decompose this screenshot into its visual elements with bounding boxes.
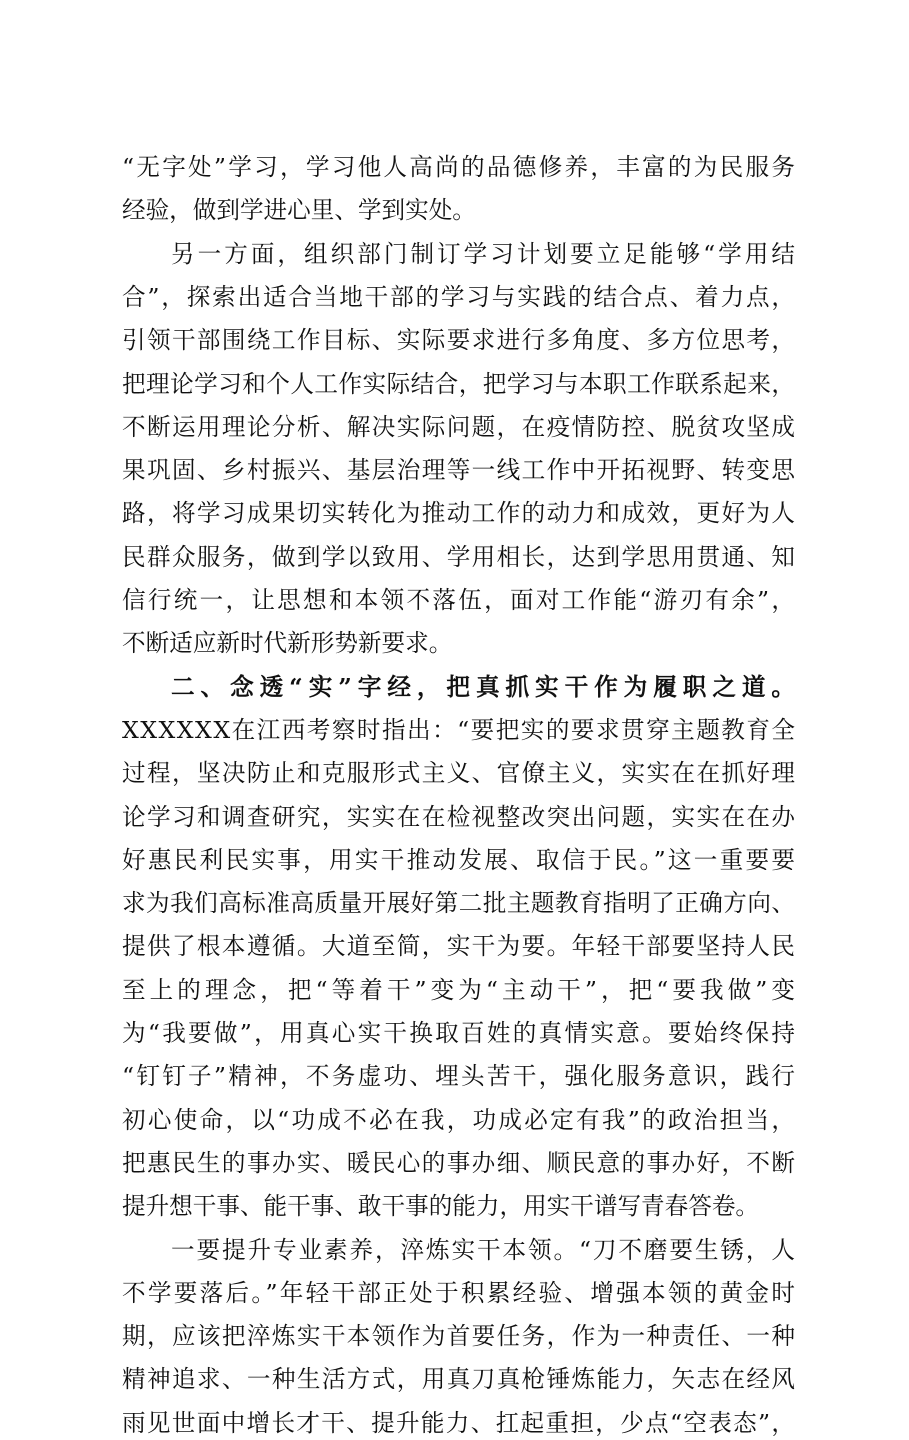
text-line bbox=[0, 1276, 909, 1310]
line-text: 过程，坚决防止和克服形式主义、官僚主义，实实在在抓好理 bbox=[122, 759, 797, 787]
text-line bbox=[0, 496, 909, 530]
line-text: 把理论学习和个人工作实际结合，把学习与本职工作联系起来， bbox=[122, 370, 796, 398]
line-text: 合”，探索出适合当地干部的学习与实践的结合点、着力点， bbox=[122, 283, 797, 311]
text-line bbox=[0, 1362, 909, 1396]
line-text: 不断适应新时代新形势新要求。 bbox=[122, 629, 453, 657]
text-line bbox=[0, 1319, 909, 1353]
line-text: 果巩固、乡村振兴、基层治理等一线工作中开拓视野、转变思 bbox=[122, 456, 797, 484]
line-text: 另一方面，组织部门制订学习计划要立足能够“学用结 bbox=[171, 240, 799, 268]
text-line bbox=[0, 1103, 909, 1137]
line-text: 不学要落后。”年轻干部正处于积累经验、增强本领的黄金时 bbox=[122, 1279, 798, 1307]
text-line bbox=[0, 237, 909, 271]
line-text: 论学习和调查研究，实实在在检视整改突出问题，实实在在办 bbox=[122, 803, 797, 831]
text-line bbox=[0, 626, 909, 660]
text-line bbox=[0, 973, 909, 1007]
line-text: 信行统一，让思想和本领不落伍，面对工作能“游刃有余”， bbox=[122, 586, 798, 614]
line-text: 路，将学习成果切实转化为推动工作的动力和成效，更好为人 bbox=[122, 499, 797, 527]
text-line bbox=[0, 1233, 909, 1267]
text-line bbox=[0, 193, 909, 227]
text-line bbox=[0, 886, 909, 920]
text-line bbox=[0, 843, 909, 877]
text-line bbox=[0, 367, 909, 401]
text-line bbox=[0, 410, 909, 444]
text-line bbox=[0, 150, 909, 184]
text-line bbox=[0, 756, 909, 790]
text-line bbox=[0, 929, 909, 963]
text-line bbox=[0, 1016, 909, 1050]
text-line bbox=[0, 280, 909, 314]
line-text: 民群众服务，做到学以致用、学用相长，达到学思用贯通、知 bbox=[122, 543, 797, 571]
text-line bbox=[0, 1059, 909, 1093]
line-text: 提升想干事、能干事、敢干事的能力，用实干谱写青春答卷。 bbox=[122, 1192, 760, 1220]
text-line bbox=[0, 800, 909, 834]
line-text: 不断运用理论分析、解决实际问题，在疫情防控、脱贫攻坚成 bbox=[122, 413, 797, 441]
text-line bbox=[0, 1146, 909, 1180]
text-line bbox=[0, 323, 909, 357]
heading-text: 二、念透“实”字经，把真抓实干作为履职之道。 bbox=[171, 673, 801, 701]
line-text: 至上的理念，把“等着干”变为“主动干”，把“要我做”变 bbox=[122, 976, 800, 1004]
text-line bbox=[0, 1406, 909, 1440]
line-text: 为“我要做”，用真心实干换取百姓的真情实意。要始终保持 bbox=[122, 1019, 798, 1047]
line-text: “钉钉子”精神，不务虚功、埋头苦干，强化服务意识，践行 bbox=[122, 1062, 798, 1090]
line-text: 精神追求、一种生活方式，用真刀真枪锤炼能力，矢志在经风 bbox=[122, 1365, 797, 1393]
text-line bbox=[0, 1189, 909, 1223]
line-text: 求为我们高标准高质量开展好第二批主题教育指明了正确方向、 bbox=[122, 889, 796, 917]
text-line bbox=[0, 583, 909, 617]
section-heading bbox=[0, 670, 909, 704]
line-text: “无字处”学习，学习他人高尚的品德修养，丰富的为民服务 bbox=[122, 153, 798, 181]
text-line bbox=[0, 713, 909, 747]
line-text: 雨见世面中增长才干、提升能力、扛起重担，少点“空表态”， bbox=[122, 1409, 797, 1437]
text-line bbox=[0, 453, 909, 487]
line-text: 引领干部围绕工作目标、实际要求进行多角度、多方位思考， bbox=[122, 326, 797, 354]
line-text: 把惠民生的事办实、暖民心的事办细、顺民意的事办好，不断 bbox=[122, 1149, 797, 1177]
line-text: 好惠民利民实事，用实干推动发展、取信于民。”这一重要要 bbox=[122, 846, 798, 874]
line-text: 一要提升专业素养，淬炼实干本领。“刀不磨要生锈，人 bbox=[171, 1236, 797, 1264]
line-text: 期，应该把淬炼实干本领作为首要任务，作为一种责任、一种 bbox=[122, 1322, 797, 1350]
line-text: 初心使命，以“功成不必在我，功成必定有我”的政治担当， bbox=[122, 1106, 798, 1134]
line-text: 经验，做到学进心里、学到实处。 bbox=[122, 196, 476, 224]
line-text: XXXXXX在江西考察时指出：“要把实的要求贯穿主题教育全 bbox=[122, 716, 797, 744]
text-line bbox=[0, 540, 909, 574]
line-text: 提供了根本遵循。大道至简，实干为要。年轻干部要坚持人民 bbox=[122, 932, 797, 960]
